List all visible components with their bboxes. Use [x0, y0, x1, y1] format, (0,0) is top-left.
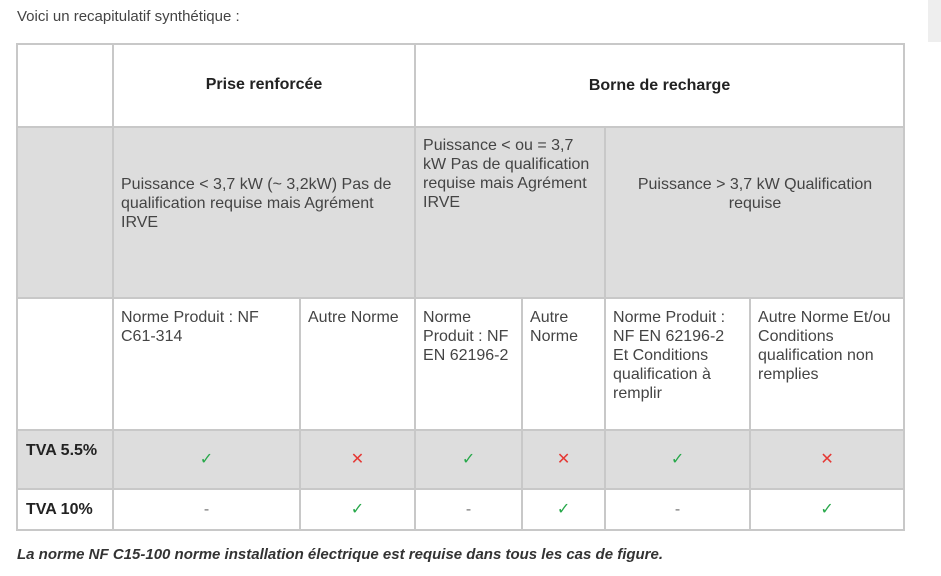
- conditions-row: [17, 127, 904, 298]
- footnote: La norme NF C15-100 norme installation électrique est requise dans tous les cas de figure.: [17, 546, 664, 563]
- norm-cell: Autre Norme: [522, 298, 605, 430]
- norm-cell: Autre Norme Et/ou Conditions qualification non remplies: [750, 298, 904, 430]
- norm-cell: Autre Norme: [300, 298, 415, 430]
- cross-icon: ✕: [300, 430, 415, 489]
- norm-cell: Norme Produit : NF EN 62196-2 Et Conditions qualification à remplir: [605, 298, 750, 430]
- norms-row: [17, 298, 904, 430]
- header-row: [17, 44, 904, 127]
- check-icon: ✓: [300, 489, 415, 530]
- norm-cell: Norme Produit : NF C61-314: [113, 298, 300, 430]
- header-prise: Prise renforcée: [113, 44, 415, 127]
- empty-cell: [17, 127, 113, 298]
- check-icon: ✓: [750, 489, 904, 530]
- row-label: TVA 5.5%: [17, 430, 113, 489]
- condition-borne-low: Puissance < ou = 3,7 kW Pas de qualification requise mais Agrément IRVE: [415, 127, 605, 298]
- table-row: [17, 430, 904, 489]
- condition-borne-high: Puissance > 3,7 kW Qualification requise: [605, 127, 904, 298]
- check-icon: ✓: [605, 430, 750, 489]
- dash-value: -: [415, 489, 522, 530]
- dash-value: -: [605, 489, 750, 530]
- row-label: TVA 10%: [17, 489, 113, 530]
- empty-cell: [17, 298, 113, 430]
- check-icon: ✓: [415, 430, 522, 489]
- condition-prise: Puissance < 3,7 kW (~ 3,2kW) Pas de qualification requise mais Agrément IRVE: [113, 127, 415, 298]
- norm-cell: Norme Produit : NF EN 62196-2: [415, 298, 522, 430]
- header-borne: Borne de recharge: [415, 44, 904, 127]
- cross-icon: ✕: [750, 430, 904, 489]
- intro-text: Voici un recapitulatif synthétique :: [17, 8, 240, 25]
- check-icon: ✓: [113, 430, 300, 489]
- table-row: [17, 489, 904, 530]
- dash-value: -: [113, 489, 300, 530]
- scrollbar[interactable]: [928, 0, 941, 42]
- empty-corner-cell: [17, 44, 113, 127]
- cross-icon: ✕: [522, 430, 605, 489]
- recap-table: [16, 43, 905, 531]
- check-icon: ✓: [522, 489, 605, 530]
